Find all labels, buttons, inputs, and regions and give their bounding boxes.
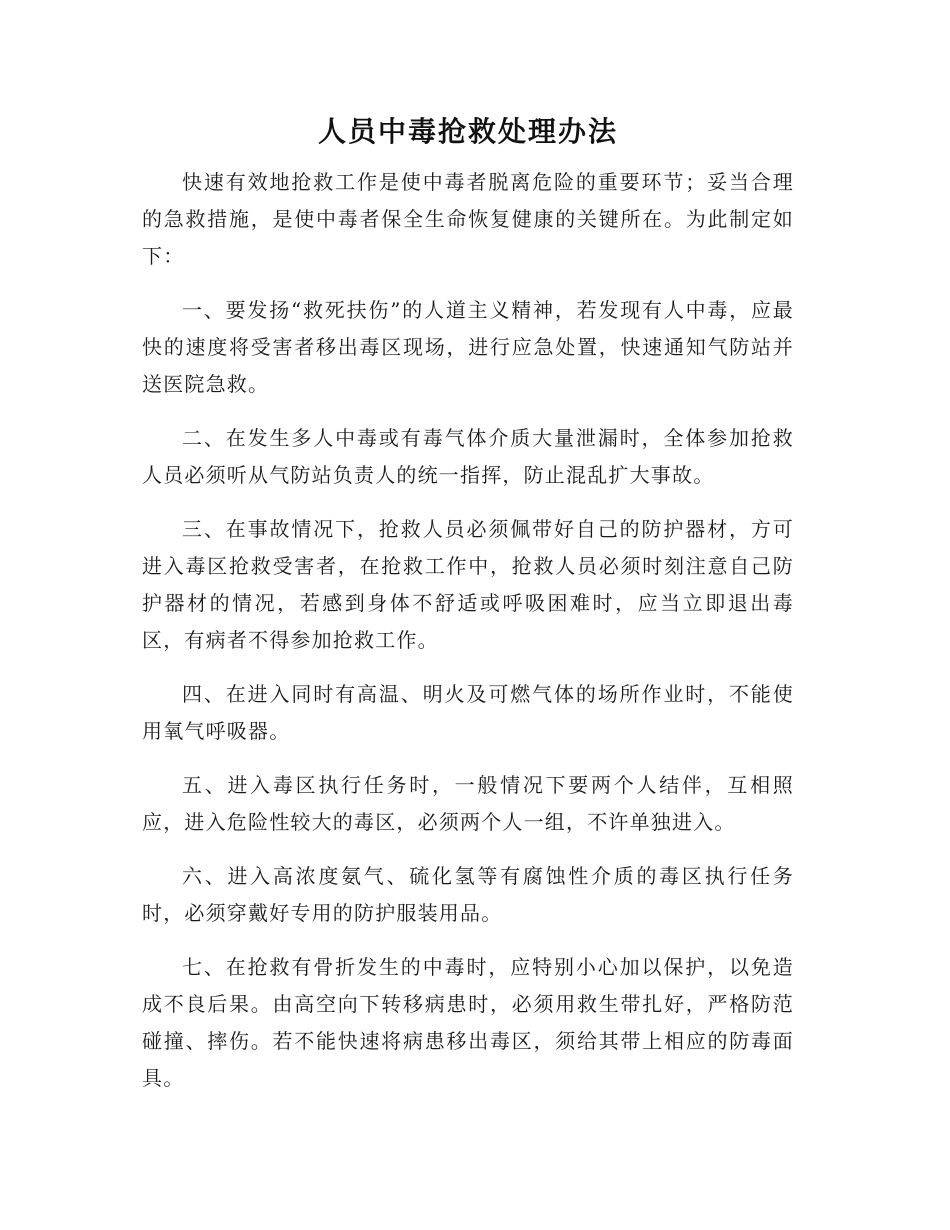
rule-paragraph-3: 三、在事故情况下，抢救人员必须佩带好自己的防护器材，方可进入毒区抢救受害者，在抢救工作中，抢救人员必须时刻注意自己防护器材的情况，若感到身体不舒适或呼吸困难时，应当立即退出毒区，有病者不得参加抢救工作。 — [142, 517, 794, 652]
rule-paragraph-6: 六、进入高浓度氨气、硫化氢等有腐蚀性介质的毒区执行任务时，必须穿戴好专用的防护服装用品。 — [142, 864, 794, 925]
document-title: 人员中毒抢救处理办法 — [317, 115, 618, 148]
intro-paragraph: 快速有效地抢救工作是使中毒者脱离危险的重要环节；妥当合理的急救措施，是使中毒者保全生命恢复健康的关键所在。为此制定如下： — [142, 170, 794, 268]
rule-paragraph-7: 七、在抢救有骨折发生的中毒时，应特别小心加以保护，以免造成不良后果。由高空向下转移病患时，必须用救生带扎好，严格防范碰撞、摔伤。若不能快速将病患移出毒区，须给其带上相应的防毒面具。 — [142, 955, 794, 1090]
rule-paragraph-1: 一、要发扬“救死扶伤”的人道主义精神，若发现有人中毒，应最快的速度将受害者移出毒区现场，进行应急处置，快速通知气防站并送医院急救。 — [142, 298, 794, 396]
document-page — [142, 110, 794, 1097]
rule-paragraph-4: 四、在进入同时有高温、明火及可燃气体的场所作业时，不能使用氧气呼吸器。 — [142, 682, 794, 743]
rule-paragraph-2: 二、在发生多人中毒或有毒气体介质大量泄漏时，全体参加抢救人员必须听从气防站负责人的统一指挥，防止混乱扩大事故。 — [142, 426, 794, 487]
rule-paragraph-5: 五、进入毒区执行任务时，一般情况下要两个人结伴，互相照应，进入危险性较大的毒区，必须两个人一组，不许单独进入。 — [142, 773, 794, 834]
